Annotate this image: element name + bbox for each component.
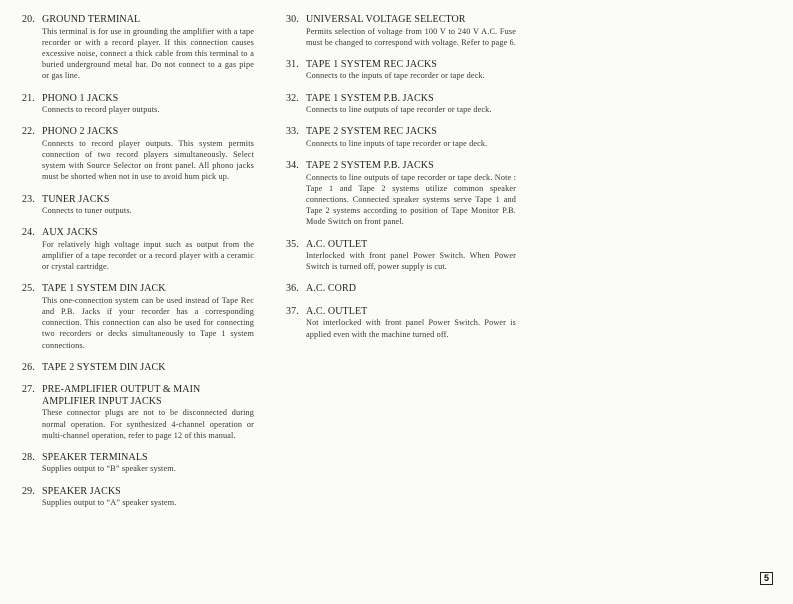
item-description: Connects to line outputs of tape recorder or tape deck. xyxy=(306,105,492,115)
item-number: 23. xyxy=(22,193,35,205)
item-description: Supplies output to “B” speaker system. xyxy=(42,464,176,474)
item-37 xyxy=(286,306,516,340)
item-20 xyxy=(22,14,254,82)
item-number: 21. xyxy=(22,92,35,104)
item-32 xyxy=(286,93,516,116)
item-title: TAPE 1 SYSTEM DIN JACK xyxy=(42,283,166,295)
item-description: Connects to record player outputs. xyxy=(42,105,160,115)
item-description: This one-connection system can be used instead of Tape Rec and P.B. Jacks if your recorder has a corresponding connection. This connection can also be used for connecting two recorders or decks simultaneously to Tape 1 system connections. xyxy=(42,295,254,350)
item-23 xyxy=(22,194,254,217)
item-number: 35. xyxy=(286,238,299,250)
item-title: PHONO 2 JACKS xyxy=(42,126,119,138)
item-29 xyxy=(22,486,254,509)
item-description: Connects to the inputs of tape recorder or tape deck. xyxy=(306,71,485,81)
left-column xyxy=(22,14,254,519)
item-title: TAPE 2 SYSTEM P.B. JACKS xyxy=(306,160,434,172)
item-title: GROUND TERMINAL xyxy=(42,14,141,25)
item-title: AUX JACKS xyxy=(42,227,98,239)
item-title: A.C. OUTLET xyxy=(306,305,368,317)
item-title: PRE-AMPLIFIER OUTPUT & MAIN AMPLIFIER INPUT JACKS xyxy=(42,384,201,407)
item-title: A.C. OUTLET xyxy=(306,238,368,250)
item-description: Connects to line outputs of tape recorder or tape deck. Note : Tape 1 and Tape 2 systems utilize common speaker connections. Connected speaker systems serve Tape 1 and Tape 2 systems according to position of Tape Monitor P.B. Mode Switch on front panel. xyxy=(306,172,516,227)
item-description: Not interlocked with front panel Power Switch. Power is applied even with the machine turned off. xyxy=(306,318,516,339)
item-number: 25. xyxy=(22,283,35,295)
item-30 xyxy=(286,14,516,48)
item-25 xyxy=(22,283,254,351)
item-number: 27. xyxy=(22,384,35,396)
item-28 xyxy=(22,452,254,475)
item-number: 28. xyxy=(22,451,35,463)
item-34 xyxy=(286,160,516,228)
item-27 xyxy=(22,384,254,441)
item-title: TAPE 1 SYSTEM REC JACKS xyxy=(306,58,437,70)
item-description: Permits selection of voltage from 100 V to 240 V A.C. Fuse must be changed to correspond with voltage. Refer to page 6. xyxy=(306,26,516,47)
item-number: 37. xyxy=(286,305,299,317)
item-21 xyxy=(22,93,254,116)
item-description: Connects to record player outputs. This system permits connection of two record players simultaneously. Select system with Source Selector on front panel. All phono jacks must be shorted when not in use to avoid hum pick up. xyxy=(42,138,254,182)
item-description: Supplies output to “A” speaker system. xyxy=(42,498,177,508)
item-title: UNIVERSAL VOLTAGE SELECTOR xyxy=(306,14,466,25)
item-31 xyxy=(286,59,516,82)
page-number: 5 xyxy=(760,572,773,585)
item-title: TUNER JACKS xyxy=(42,193,110,205)
item-number: 22. xyxy=(22,126,35,138)
item-number: 20. xyxy=(22,14,35,25)
item-title: TAPE 1 SYSTEM P.B. JACKS xyxy=(306,92,434,104)
item-number: 24. xyxy=(22,227,35,239)
item-number: 26. xyxy=(22,361,35,373)
right-column xyxy=(286,14,516,351)
item-description: Connects to line inputs of tape recorder or tape deck. xyxy=(306,138,488,148)
item-title: TAPE 2 SYSTEM REC JACKS xyxy=(306,126,437,138)
item-number: 29. xyxy=(22,485,35,497)
item-description: For relatively high voltage input such as output from the amplifier of a tape recorder or a record player with a ceramic or crystal cartridge. xyxy=(42,239,254,272)
item-26 xyxy=(22,362,254,374)
item-number: 33. xyxy=(286,126,299,138)
item-title: A.C. CORD xyxy=(306,283,357,295)
item-title: SPEAKER TERMINALS xyxy=(42,451,148,463)
item-number: 31. xyxy=(286,58,299,70)
item-24 xyxy=(22,227,254,272)
item-number: 32. xyxy=(286,92,299,104)
item-title: TAPE 2 SYSTEM DIN JACK xyxy=(42,361,166,373)
item-number: 34. xyxy=(286,160,299,172)
item-35 xyxy=(286,239,516,273)
item-22 xyxy=(22,126,254,182)
item-description: Interlocked with front panel Power Switch. When Power Switch is turned off, power supply is cut. xyxy=(306,251,516,272)
item-description: Connects to tuner outputs. xyxy=(42,206,132,216)
item-title: PHONO 1 JACKS xyxy=(42,92,119,104)
item-36 xyxy=(286,283,516,295)
item-number: 30. xyxy=(286,14,299,25)
item-33 xyxy=(286,126,516,149)
item-description: These connector plugs are not to be disconnected during normal operation. For synthesized 4-channel operation or multi-channel operation, refer to page 12 of this manual. xyxy=(42,408,254,440)
item-title: SPEAKER JACKS xyxy=(42,485,121,497)
item-number: 36. xyxy=(286,283,299,295)
item-description: This terminal is for use in grounding the amplifier with a tape recorder or with a record player. If this connection causes excessive noise, connect a thick cable from this terminal to a buried underground metal bar. Do not connect to a gas pipe or gas line. xyxy=(42,26,254,81)
